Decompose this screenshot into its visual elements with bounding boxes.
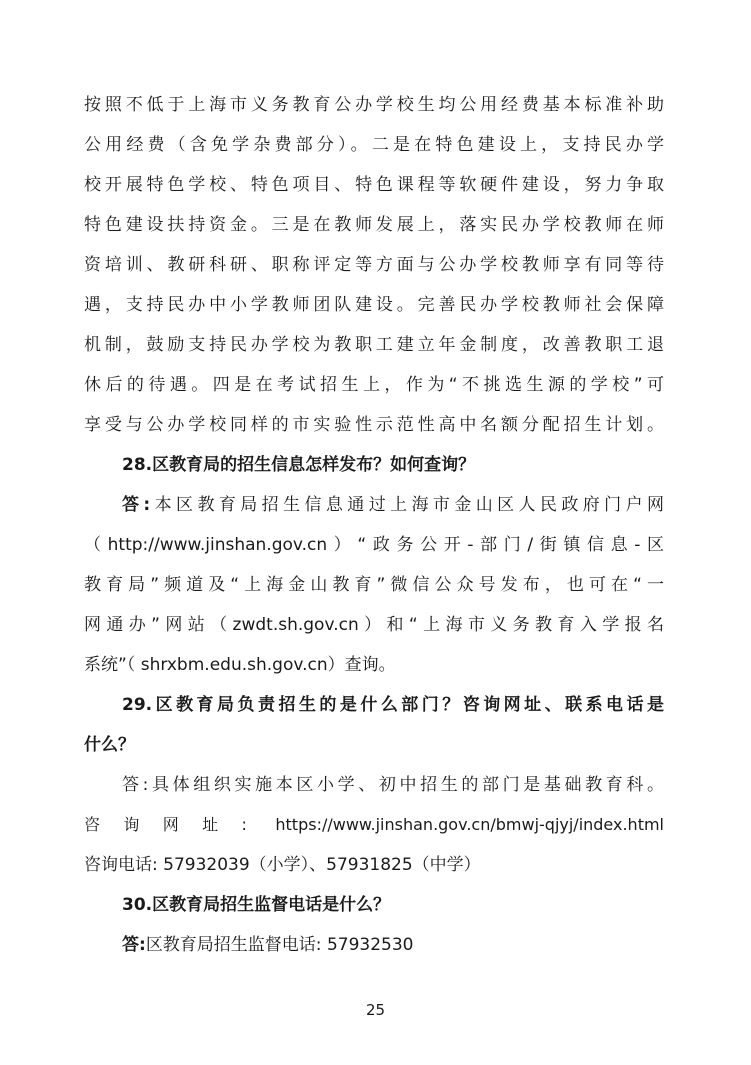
answer-text: 区教育局招生监督电话: 57932530 [145,935,414,955]
question-heading: 29.区教育局负责招生的是什么部门？咨询网址、联系电话是 [122,695,664,715]
answer-line: 咨询电话: 57932039（小学）、57931825（中学） [84,855,481,875]
answer-line [122,933,664,957]
question-heading: 28.区教育局的招生信息怎样发布？如何查询？ [122,455,476,475]
text-line: 公用经费（含免学杂费部分）。二是在特色建设上，支持民办学 [84,135,664,155]
answer-line: 系统”（ shrxbm.edu.sh.gov.cn）查询。 [84,655,396,675]
answer-line [122,493,664,517]
answer-text: 本区教育局招生信息通过上海市金山区人民政府门户网 [150,495,664,515]
text-line: 特色建设扶持资金。三是在教师发展上，落实民办学校教师在师 [84,215,664,235]
answer-line: 网通办”网站（zwdt.sh.gov.cn）和“上海市义务教育入学报名 [84,615,664,635]
text-line: 校开展特色学校、特色项目、特色课程等软硬件建设，努力争取 [84,175,664,195]
answer-line: （http://www.jinshan.gov.cn）“政务公开-部门/街镇信息-区 [84,535,664,555]
text-line: 享受与公办学校同样的市实验性示范性高中名额分配招生计划。 [84,415,664,435]
text-line: 按照不低于上海市义务教育公办学校生均公用经费基本标准补助 [84,95,664,115]
text-line: 休后的待遇。四是在考试招生上，作为“不挑选生源的学校”可 [84,375,664,395]
answer-label: 答: [122,495,151,515]
text-line: 遇，支持民办中小学教师团队建设。完善民办学校教师社会保障 [84,295,664,315]
answer-line: 教育局”频道及“上海金山教育”微信公众号发布，也可在“一 [84,575,664,595]
answer-line: 咨询网址: https://www.jinshan.gov.cn/bmwj-qjyj/index.html [84,815,664,834]
question-heading: 什么？ [84,735,135,755]
page-number: 25 [365,1001,386,1019]
question-heading: 30.区教育局招生监督电话是什么？ [122,895,391,915]
answer-line: 答:具体组织实施本区小学、初中招生的部门是基础教育科。 [122,775,664,795]
text-line: 机制，鼓励支持民办学校为教职工建立年金制度，改善教职工退 [84,335,664,355]
answer-label: 答: [122,935,146,955]
text-line: 资培训、教研科研、职称评定等方面与公办学校教师享有同等待 [84,255,664,275]
